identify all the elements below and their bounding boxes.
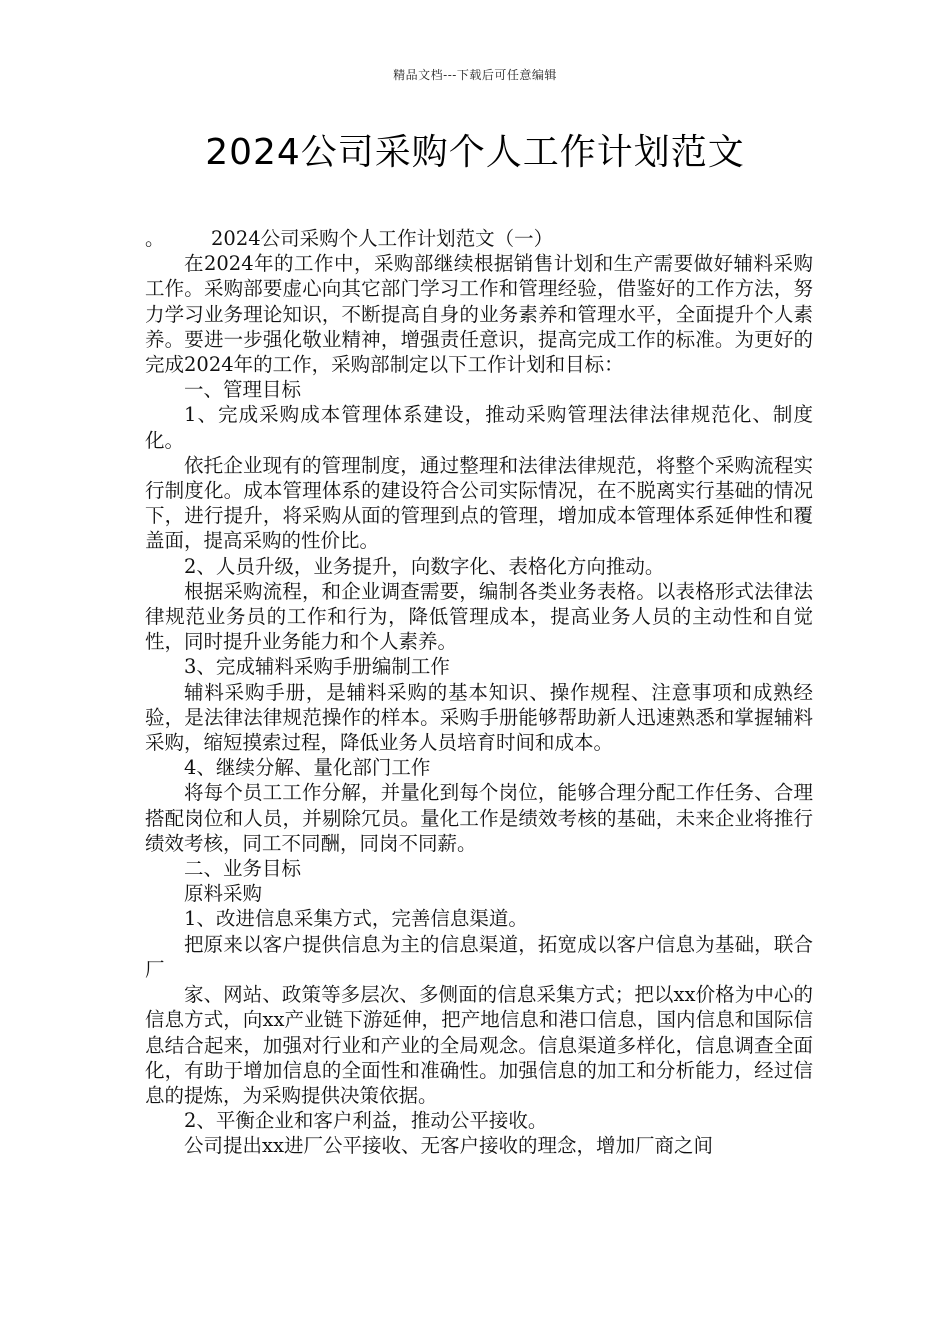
document-body — [145, 226, 813, 1159]
document-title: 2024公司采购个人工作计划范文 — [205, 132, 745, 173]
paragraph: 家、网站、政策等多层次、多侧面的信息采集方式；把以xx价格为中心的信息方式，向xx产业链下游延伸，把产地信息和港口信息，国内信息和国际信息结合起来，加强对行业和产业的全局观念。信息渠道多样化，信息调查全面化，有助于增加信息的全面性和准确性。加强信息的加工和分析能力，经过信息的提炼，为采购提供决策依据。 — [145, 983, 813, 1107]
paragraph: 将每个员工工作分解，并量化到每个岗位，能够合理分配工作任务、合理搭配岗位和人员，并剔除冗员。量化工作是绩效考核的基础，未来企业将推行绩效考核，同工不同酬，同岗不同薪。 — [145, 781, 813, 855]
paragraph: 依托企业现有的管理制度，通过整理和法律法律规范，将整个采购流程实行制度化。成本管理体系的建设符合公司实际情况，在不脱离实行基础的情况下，进行提升，将采购从面的管理到点的管理，增加成本管理体系延伸性和覆盖面，提高采购的性价比。 — [145, 453, 813, 553]
paragraph: 辅料采购手册，是辅料采购的基本知识、操作规程、注意事项和成熟经验，是法律法律规范操作的样本。采购手册能够帮助新人迅速熟悉和掌握辅料采购，缩短摸索过程，降低业务人员培育时间和成本。 — [145, 680, 813, 755]
paragraph: 1、完成采购成本管理体系建设，推动采购管理法律法律规范化、制度化。 — [145, 403, 813, 452]
paragraph: 把原来以客户提供信息为主的信息渠道，拓宽成以客户信息为基础，联合厂 — [145, 932, 813, 981]
subheading-raw-material: 原料采购 — [184, 882, 263, 906]
paragraph: 1、改进信息采集方式，完善信息渠道。 — [184, 907, 528, 931]
lead-mark: 。 — [145, 227, 165, 250]
paragraph: 根据采购流程，和企业调查需要，编制各类业务表格。以表格形式法律法律规范业务员的工作和行为，降低管理成本，提高业务人员的主动性和自觉性，同时提升业务能力和个人素养。 — [145, 579, 813, 654]
paragraph: 3、完成辅料采购手册编制工作 — [184, 655, 450, 679]
paragraph: 4、继续分解、量化部门工作 — [184, 756, 431, 780]
heading-management-goals: 一、管理目标 — [184, 378, 302, 402]
section-title: 2024公司采购个人工作计划范文（一） — [211, 227, 554, 250]
section-heading-line — [145, 226, 813, 251]
paragraph: 在2024年的工作中，采购部继续根据销售计划和生产需要做好辅料采购工作。采购部要虚心向其它部门学习工作和管理经验，借鉴好的工作方法，努力学习业务理论知识，不断提高自身的业务素养和管理水平，全面提升个人素养。要进一步强化敬业精神，增强责任意识，提高完成工作的标准。为更好的完成2024年的工作，采购部制定以下工作计划和目标： — [145, 252, 813, 377]
paragraph: 公司提出xx进厂公平接收、无客户接收的理念，增加厂商之间 — [184, 1134, 713, 1158]
header-note: 精品文档---下载后可任意编辑 — [393, 68, 557, 82]
paragraph: 2、平衡企业和客户利益，推动公平接收。 — [184, 1109, 548, 1133]
paragraph: 2、人员升级，业务提升，向数字化、表格化方向推动。 — [184, 554, 665, 578]
heading-business-goals: 二、业务目标 — [184, 857, 302, 881]
